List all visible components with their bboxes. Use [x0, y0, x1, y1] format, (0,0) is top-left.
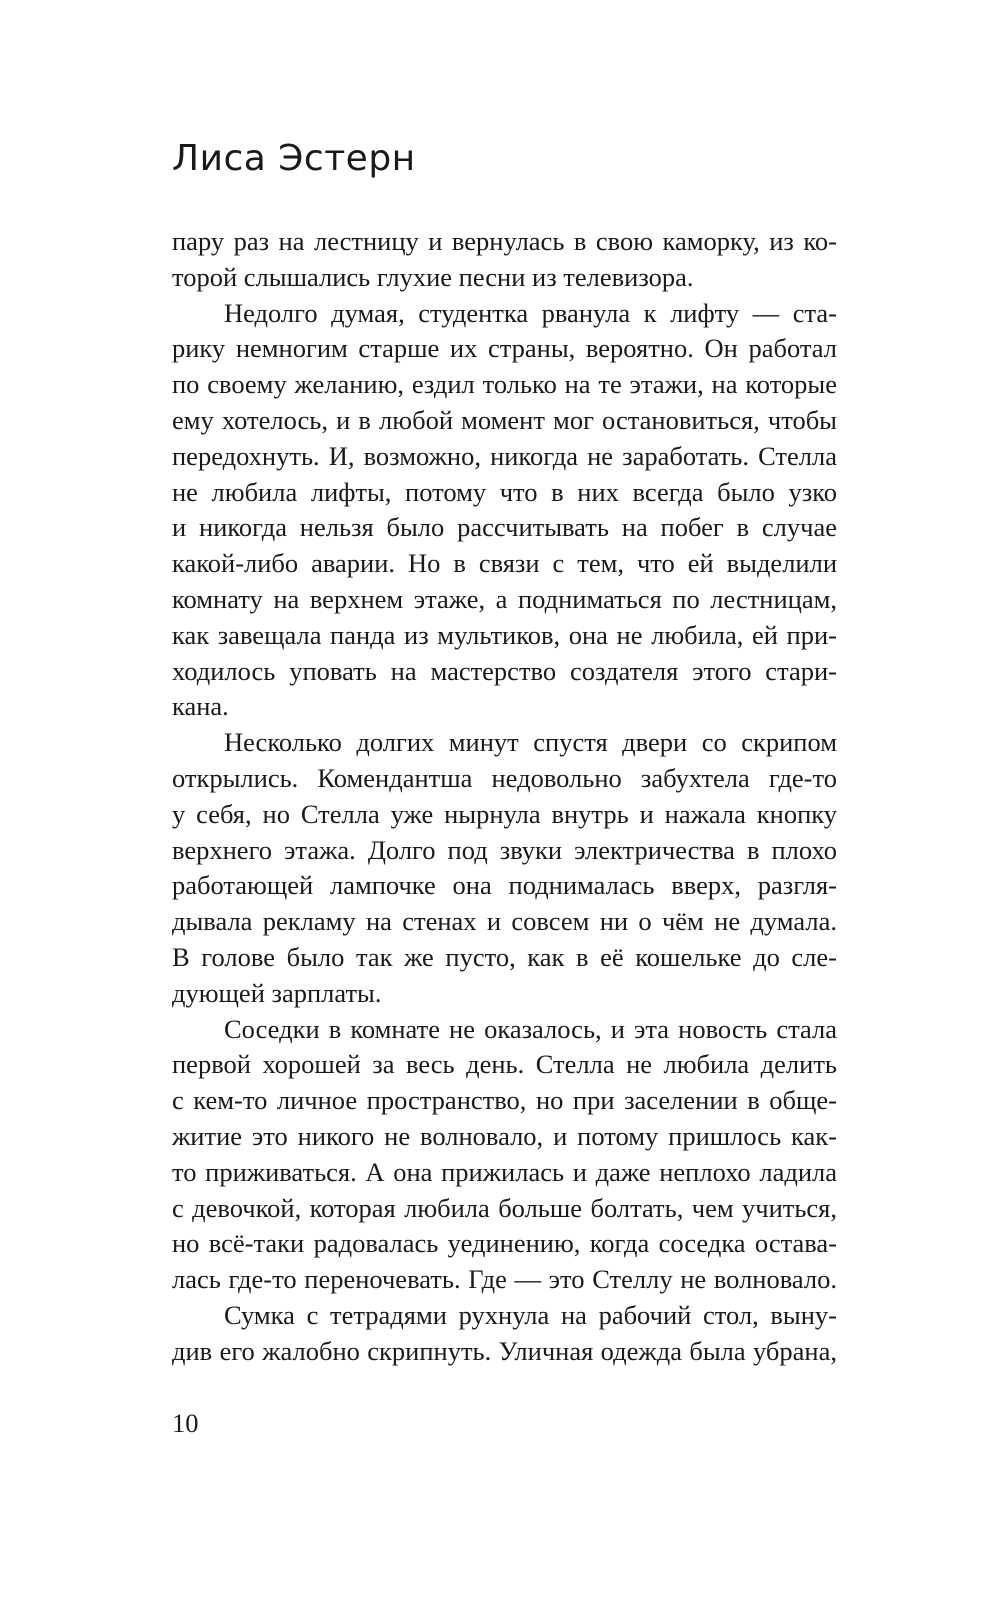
text-line: Недолго думая, студентка рванула к лифту — ста-	[224, 297, 837, 328]
text-line: но всё-таки радовалась уединению, когда соседка остава-	[172, 1228, 837, 1259]
text-line: кана.	[172, 691, 229, 722]
text-line: див его жалобно скрипнуть. Уличная одежда была убрана,	[172, 1335, 837, 1366]
text-line: с девочкой, которая любила больше болтать, чем учиться,	[172, 1192, 837, 1223]
text-line: как завещала панда из мультиков, она не любила, ей при-	[172, 619, 837, 650]
text-line: В голове было так же пусто, как в её кошельке до сле-	[172, 941, 837, 972]
text-line: житие это никого не волновало, и потому пришлось как-	[172, 1120, 837, 1151]
text-line: у себя, но Стелла уже нырнула внутрь и нажала кнопку	[172, 798, 837, 829]
text-line: Сумка с тетрадями рухнула на рабочий стол, выну-	[224, 1299, 837, 1330]
body-text	[172, 224, 837, 1370]
text-line: работающей лампочке она поднималась вверх, разгля-	[172, 870, 837, 901]
text-line: не любила лифты, потому что в них всегда было узко	[172, 476, 837, 507]
text-line: с кем-то личное пространство, но при заселении в обще-	[172, 1085, 837, 1116]
text-line: Соседки в комнате не оказалось, и эта новость стала	[224, 1013, 837, 1044]
text-line: открылись. Комендантша недовольно забухтела где-то	[172, 762, 837, 793]
text-line: Несколько долгих минут спустя двери со скрипом	[224, 727, 837, 758]
text-line: ему хотелось, и в любой момент мог остановиться, чтобы	[172, 404, 837, 435]
page-number: 10	[172, 1408, 199, 1438]
text-line: дывала рекламу на стенах и совсем ни о чём не думала.	[172, 906, 837, 937]
text-line: верхнего этажа. Долго под звуки электричества в плохо	[172, 834, 837, 865]
text-line: рику немногим старше их страны, вероятно. Он работал	[172, 333, 837, 364]
text-line: передохнуть. И, возможно, никогда не заработать. Стелла	[172, 440, 837, 471]
text-line: комнату на верхнем этаже, а подниматься по лестницам,	[172, 583, 837, 614]
text-line: ходилось уповать на мастерство создателя этого стари-	[172, 655, 837, 686]
text-line: то приживаться. А она прижилась и даже неплохо ладила	[172, 1156, 837, 1187]
text-line: по своему желанию, ездил только на те этажи, на которые	[172, 369, 837, 400]
text-line: пару раз на лестницу и вернулась в свою каморку, из ко-	[172, 226, 837, 256]
running-head-author: Лиса Эстерн	[172, 138, 416, 179]
text-line: какой-либо аварии. Но в связи с тем, что ей выделили	[172, 548, 837, 579]
text-line: дующей зарплаты.	[172, 977, 382, 1008]
text-line: и никогда нельзя было рассчитывать на побег в случае	[172, 512, 837, 543]
text-line: лась где-то переночевать. Где — это Стеллу не волновало.	[172, 1264, 837, 1295]
text-line: торой слышались глухие песни из телевизора.	[172, 261, 694, 292]
text-line: первой хорошей за весь день. Стелла не любила делить	[172, 1049, 837, 1080]
